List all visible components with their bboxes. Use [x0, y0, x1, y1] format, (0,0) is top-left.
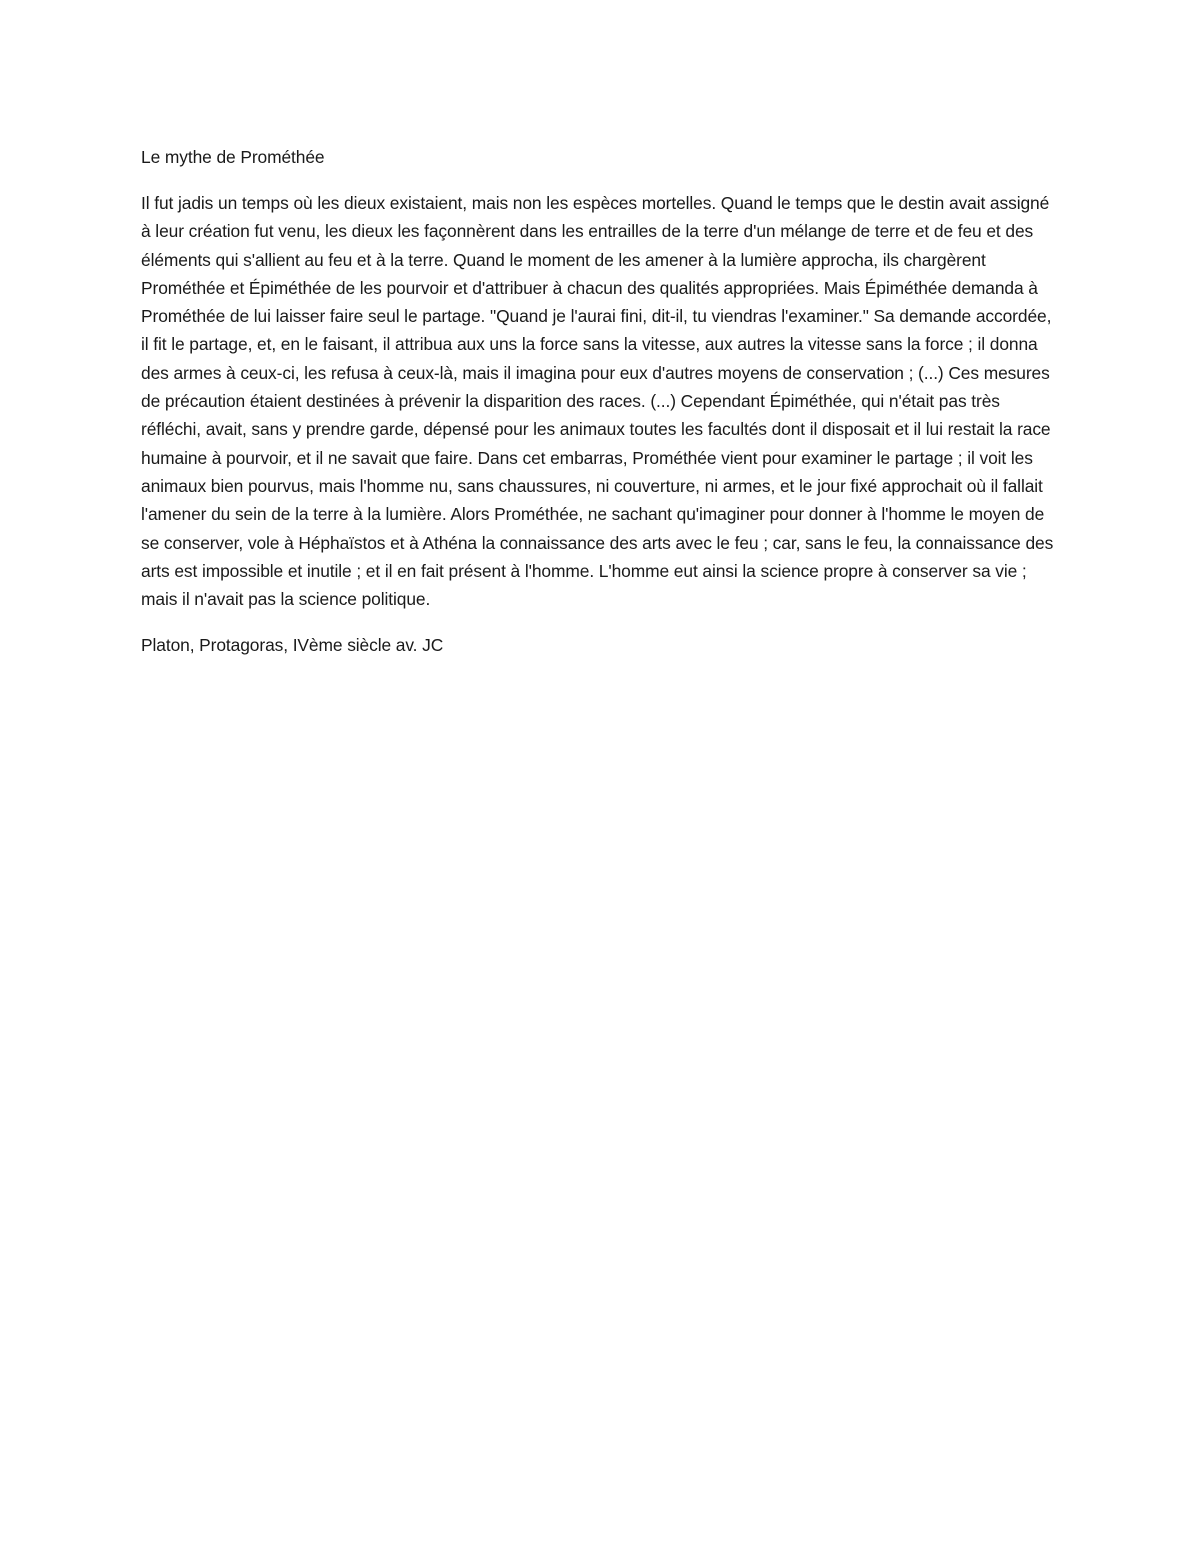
document-source-citation: Platon, Protagoras, IVème siècle av. JC [141, 635, 444, 656]
document-content [141, 143, 1061, 659]
document-body-paragraph: Il fut jadis un temps où les dieux existaient, mais non les espèces mortelles. Quand le temps que le destin avait assigné à leur création fut venu, les dieux les façonnèrent dans les entrailles de la terre d'un mélange de terre et de feu et des éléments qui s'allient au feu et à la terre. Quand le moment de les amener à la lumière approcha, ils chargèrent Prométhée et Épiméthée de les pourvoir et d'attribuer à chacun des qualités appropriées. Mais Épiméthée demanda à Prométhée de lui laisser faire seul le partage. "Quand je l'aurai fini, dit-il, tu viendras l'examiner." Sa demande accordée, il fit le partage, et, en le faisant, il attribua aux uns la force sans la vitesse, aux autres la vitesse sans la force ; il donna des armes à ceux-ci, les refusa à ceux-là, mais il imagina pour eux d'autres moyens de conservation ; (...) Ces mesures de précaution étaient destinées à prévenir la disparition des races. (...) Cependant Épiméthée, qui n'était pas très réfléchi, avait, sans y prendre garde, dépensé pour les animaux toutes les facultés dont il disposait et il lui restait la race humaine à pourvoir, et il ne savait que faire. Dans cet embarras, Prométhée vient pour examiner le partage ; il voit les animaux bien pourvus, mais l'homme nu, sans chaussures, ni couverture, ni armes, et le jour fixé approchait où il fallait l'amener du sein de la terre à la lumière. Alors Prométhée, ne sachant qu'imaginer pour donner à l'homme le moyen de se conserver, vole à Héphaïstos et à Athéna la connaissance des arts avec le feu ; car, sans le feu, la connaissance des arts est impossible et inutile ; et il en fait présent à l'homme. L'homme eut ainsi la science propre à conserver sa vie ; mais il n'avait pas la science politique. [141, 193, 1054, 610]
document-title: Le mythe de Prométhée [141, 147, 325, 167]
